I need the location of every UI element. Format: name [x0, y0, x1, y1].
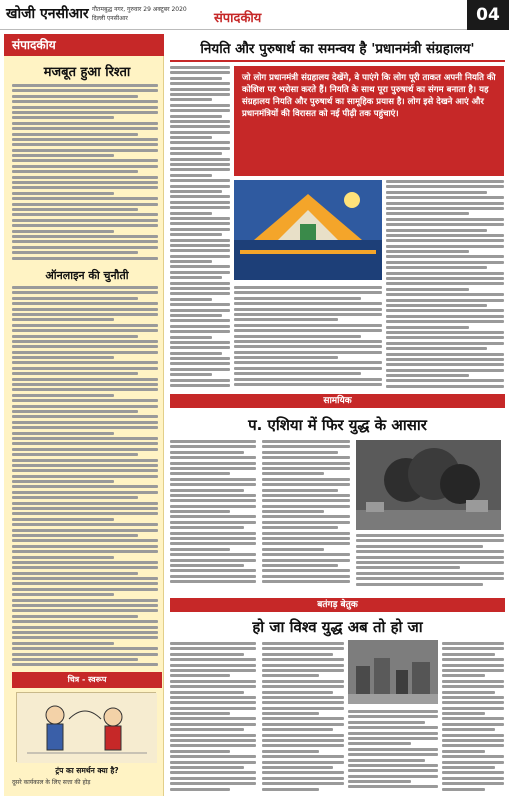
lead-highlight-box: [234, 66, 504, 176]
cartoon-illustration: [16, 692, 156, 762]
main-story-column-2: [386, 180, 504, 388]
editorial-subheadline: ऑनलाइन की चुनौती: [45, 269, 129, 282]
editorial-headline: मजबूत हुआ रिश्ता: [43, 65, 131, 80]
page-section-title: संपादकीय: [214, 11, 262, 26]
third-story-column-3: [442, 642, 504, 796]
edition-region: दिल्ली एनसीआर: [92, 15, 128, 22]
second-story-column-2: [262, 440, 350, 590]
main-story-column-1: [170, 66, 230, 388]
war-scene-graphic: [348, 640, 438, 704]
cartoon-label: चित्र - स्वरूप: [12, 672, 162, 688]
editorial-section-label: संपादकीय: [4, 34, 164, 56]
main-headline: नियति और पुरुषार्थ का समन्वय है 'प्रधानमंत्री संग्रहालय': [170, 36, 505, 62]
war-scene-photo: [348, 640, 438, 704]
second-story-column-1: [170, 440, 256, 590]
smoke-photo: [356, 440, 501, 530]
third-story-column-1: [170, 642, 256, 796]
editorial-body-2: [12, 286, 158, 666]
third-story-column-2: [262, 642, 344, 796]
cartoon-caption: ट्रंप का समर्थन क्या है?: [55, 766, 119, 775]
third-headline: हो जा विश्व युद्ध अब तो हो जा: [252, 618, 423, 636]
museum-photo: [234, 180, 382, 280]
edition-date: गौतमबुद्ध नगर, गुरुवार 29 अक्टूबर 2020: [92, 6, 187, 13]
section-divider-samayik: सामयिक: [170, 394, 505, 408]
second-headline: प. एशिया में फिर युद्ध के आसार: [248, 416, 427, 434]
page-number: 04: [467, 0, 509, 30]
section-divider-batangad: बतंगड़ बेतुक: [170, 598, 505, 612]
third-story-column-4: [348, 710, 438, 796]
editorial-body-1: [12, 84, 158, 262]
left-editorial-column: [4, 34, 164, 796]
main-story-column-3: [234, 286, 382, 388]
newspaper-brand: खोजी एनसीआर: [6, 6, 89, 22]
museum-photo-graphic: [234, 180, 382, 280]
second-story-column-3: [356, 534, 504, 592]
lead-text: जो लोग प्रधानमंत्री संग्रहालय देखेंगे, वे पाएंगे कि लोग पूरी ताकत अपनी नियति की कोशिश पर भरोसा करते हैं। नियति के साथ पूरा पुरुषार्थ का संगम बनाता है। यह संग्रहालय नियति और पुरुषार्थ का सामूहिक प्रयास है। लोग इसे देखने आएं और प्रधानमंत्रियों की विरासत को नई पीढ़ी तक पहुंचाएं।: [242, 73, 496, 119]
smoke-photo-graphic: [356, 440, 501, 530]
cartoon-drawing: [17, 693, 157, 763]
masthead: [0, 0, 509, 30]
cartoon-text: दूसरे कार्यकाल के लिए सत्ता की होड़: [12, 779, 91, 786]
